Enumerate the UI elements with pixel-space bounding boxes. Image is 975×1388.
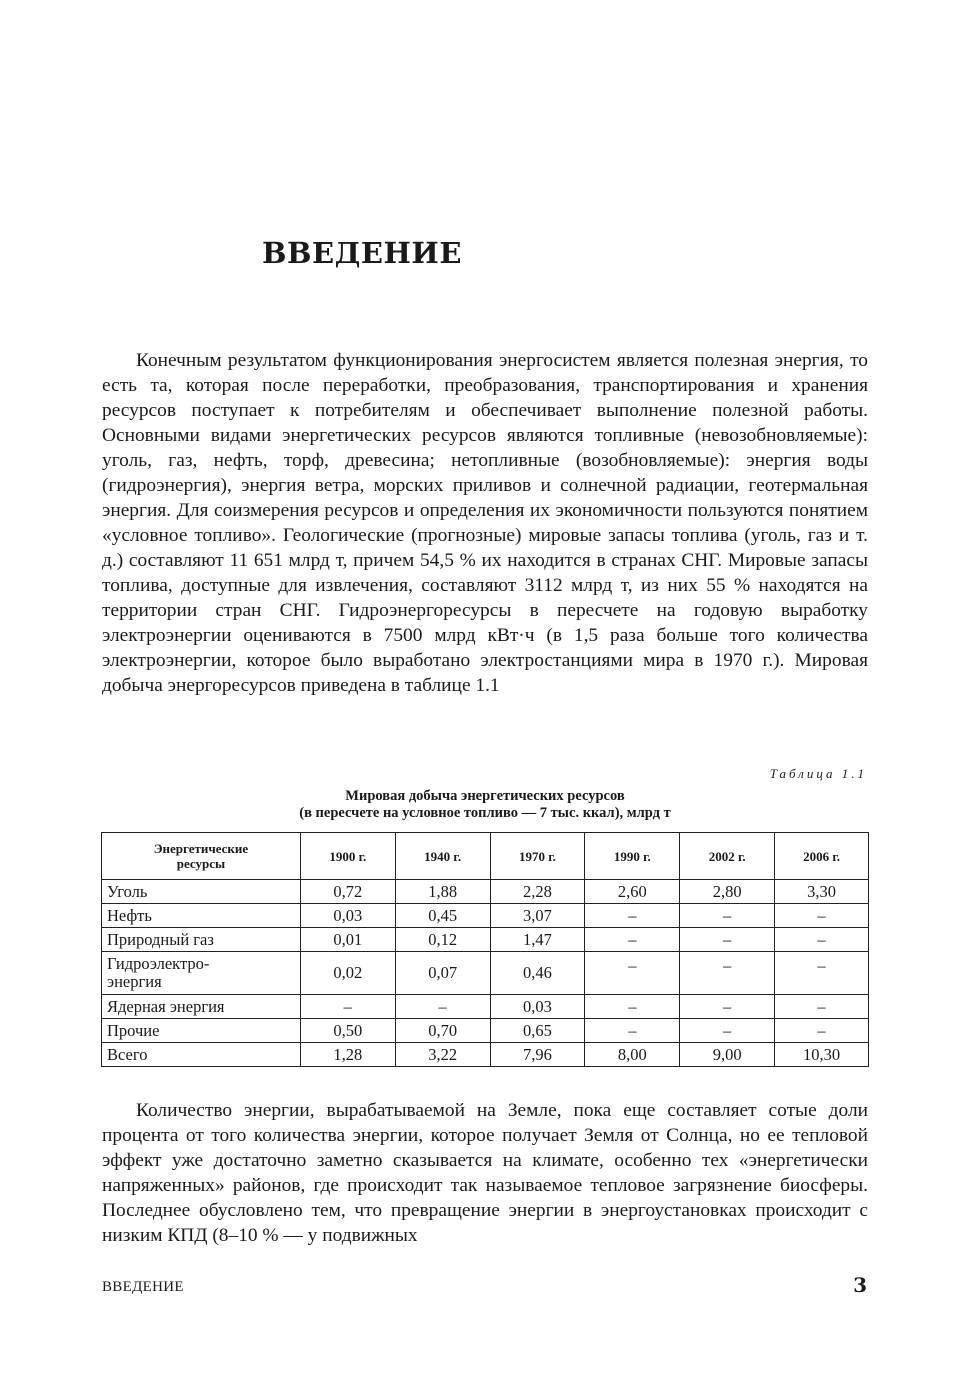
table-cell: 0,02: [300, 952, 395, 995]
table-cell: 10,30: [775, 1043, 869, 1067]
table-cell: 0,03: [490, 995, 585, 1019]
table-cell: 0,50: [300, 1019, 395, 1043]
resource-name: [102, 952, 301, 995]
resource-name: Прочие: [102, 1019, 301, 1043]
table-cell: –: [585, 1019, 680, 1043]
table-cell: 0,03: [300, 904, 395, 928]
resource-name-line-2: энергия: [107, 972, 162, 991]
header-2002: 2002 г.: [680, 833, 775, 880]
closing-paragraph: Количество энергии, вырабатываемой на Земле, пока еще составляет сотые доли процента от того количества энергии, которое получает Земля от Солнца, но ее тепловой эффект уже достаточно заметно сказывается на климате, особенно тех «энергетически напряженных» районов, где происходит так называемое тепловое загрязнение биосферы. Последнее обусловлено тем, что превращение энергии в энергоустановках происходит с низким КПД (8–10 % — у подвижных: [102, 1100, 868, 1246]
table-caption-line-2: (в пересчете на условное топливо — 7 тыс. ккал), млрд т: [299, 805, 671, 821]
header-1970: 1970 г.: [490, 833, 585, 880]
table-row-nuclear: [102, 995, 869, 1019]
table-cell: 1,88: [395, 880, 490, 904]
table-row-hydro: [102, 952, 869, 995]
table-row-natural-gas: [102, 928, 869, 952]
table-cell: 3,22: [395, 1043, 490, 1067]
table-cell: –: [680, 904, 775, 928]
table-cell: 1,28: [300, 1043, 395, 1067]
table-caption-line-1: Мировая добыча энергетических ресурсов: [345, 788, 625, 804]
energy-resources-table: [101, 832, 869, 1067]
table-cell: 0,01: [300, 928, 395, 952]
table-row-coal: [102, 880, 869, 904]
table-cell: 2,28: [490, 880, 585, 904]
table-cell: 7,96: [490, 1043, 585, 1067]
table-cell: –: [680, 952, 775, 995]
table-cell: 0,46: [490, 952, 585, 995]
table-cell: –: [775, 995, 869, 1019]
header-2006: 2006 г.: [775, 833, 869, 880]
resource-name: Всего: [102, 1043, 301, 1067]
table-cell: –: [680, 928, 775, 952]
header-1940: 1940 г.: [395, 833, 490, 880]
table-cell: 0,65: [490, 1019, 585, 1043]
page-title: ВВЕДЕНИЕ: [262, 236, 462, 270]
header-resources: Энергетические ресурсы: [102, 833, 301, 880]
table-cell: 0,72: [300, 880, 395, 904]
table-row-total: [102, 1043, 869, 1067]
table-header-row: [102, 833, 869, 880]
table-cell: –: [585, 904, 680, 928]
table-cell: –: [300, 995, 395, 1019]
table-cell: 0,12: [395, 928, 490, 952]
table-row-other: [102, 1019, 869, 1043]
header-1990: 1990 г.: [585, 833, 680, 880]
resource-name: Нефть: [102, 904, 301, 928]
table-cell: –: [680, 995, 775, 1019]
table-cell: 9,00: [680, 1043, 775, 1067]
resource-name: Ядерная энергия: [102, 995, 301, 1019]
running-footer-section: ВВЕДЕНИЕ: [102, 1279, 184, 1295]
table-cell: 3,07: [490, 904, 585, 928]
table-cell: –: [395, 995, 490, 1019]
table-cell: 2,80: [680, 880, 775, 904]
resource-name-line-1: Гидроэлектро-: [107, 954, 210, 973]
table-cell: 0,70: [395, 1019, 490, 1043]
table-cell: 0,45: [395, 904, 490, 928]
table-caption: [102, 788, 868, 822]
page-number: 3: [853, 1273, 867, 1297]
table-cell: –: [775, 1019, 869, 1043]
table-cell: –: [585, 928, 680, 952]
intro-paragraph: Конечным результатом функционирования энергосистем является полезная энергия, то есть та, которая после переработки, преобразования, транспортирования и хранения ресурсов поступает к потребителям и обеспечивает выполнение полезной работы. Основными видами энергетических ресурсов являются топливные (невозобновляемые): уголь, газ, нефть, торф, древесина; нетопливные (возобновляемые): энергия воды (гидроэнергия), энергия ветра, морских приливов и солнечной радиации, геотермальная энергия. Для соизмерения ресурсов и определения их экономичности пользуются понятием «условное топливо». Геологические (прогнозные) мировые запасы топлива (уголь, газ и т. д.) составляют 11 651 млрд т, причем 54,5 % их находится в странах СНГ. Мировые запасы топлива, доступные для извлечения, составляют 3112 млрд т, из них 55 % находятся на территории стран СНГ. Гидроэнергоресурсы в пересчете на годовую выработку электроэнергии оцениваются в 7500 млрд кВт·ч (в 1,5 раза больше того количества электроэнергии, которое было выработано электростанциями мира в 1970 г.). Мировая добыча энергоресурсов приведена в таблице 1.1: [102, 350, 868, 696]
table-cell: 3,30: [775, 880, 869, 904]
table-cell: –: [775, 904, 869, 928]
table-cell: –: [585, 995, 680, 1019]
table-cell: 1,47: [490, 928, 585, 952]
table-cell: –: [680, 1019, 775, 1043]
table-label: Таблица 1.1: [769, 766, 867, 781]
table-cell: 0,07: [395, 952, 490, 995]
header-1900: 1900 г.: [300, 833, 395, 880]
table-cell: –: [775, 928, 869, 952]
table-cell: –: [585, 952, 680, 995]
table-cell: 2,60: [585, 880, 680, 904]
table-cell: –: [775, 952, 869, 995]
resource-name: Природный газ: [102, 928, 301, 952]
table-cell: 8,00: [585, 1043, 680, 1067]
table-row-oil: [102, 904, 869, 928]
resource-name: Уголь: [102, 880, 301, 904]
